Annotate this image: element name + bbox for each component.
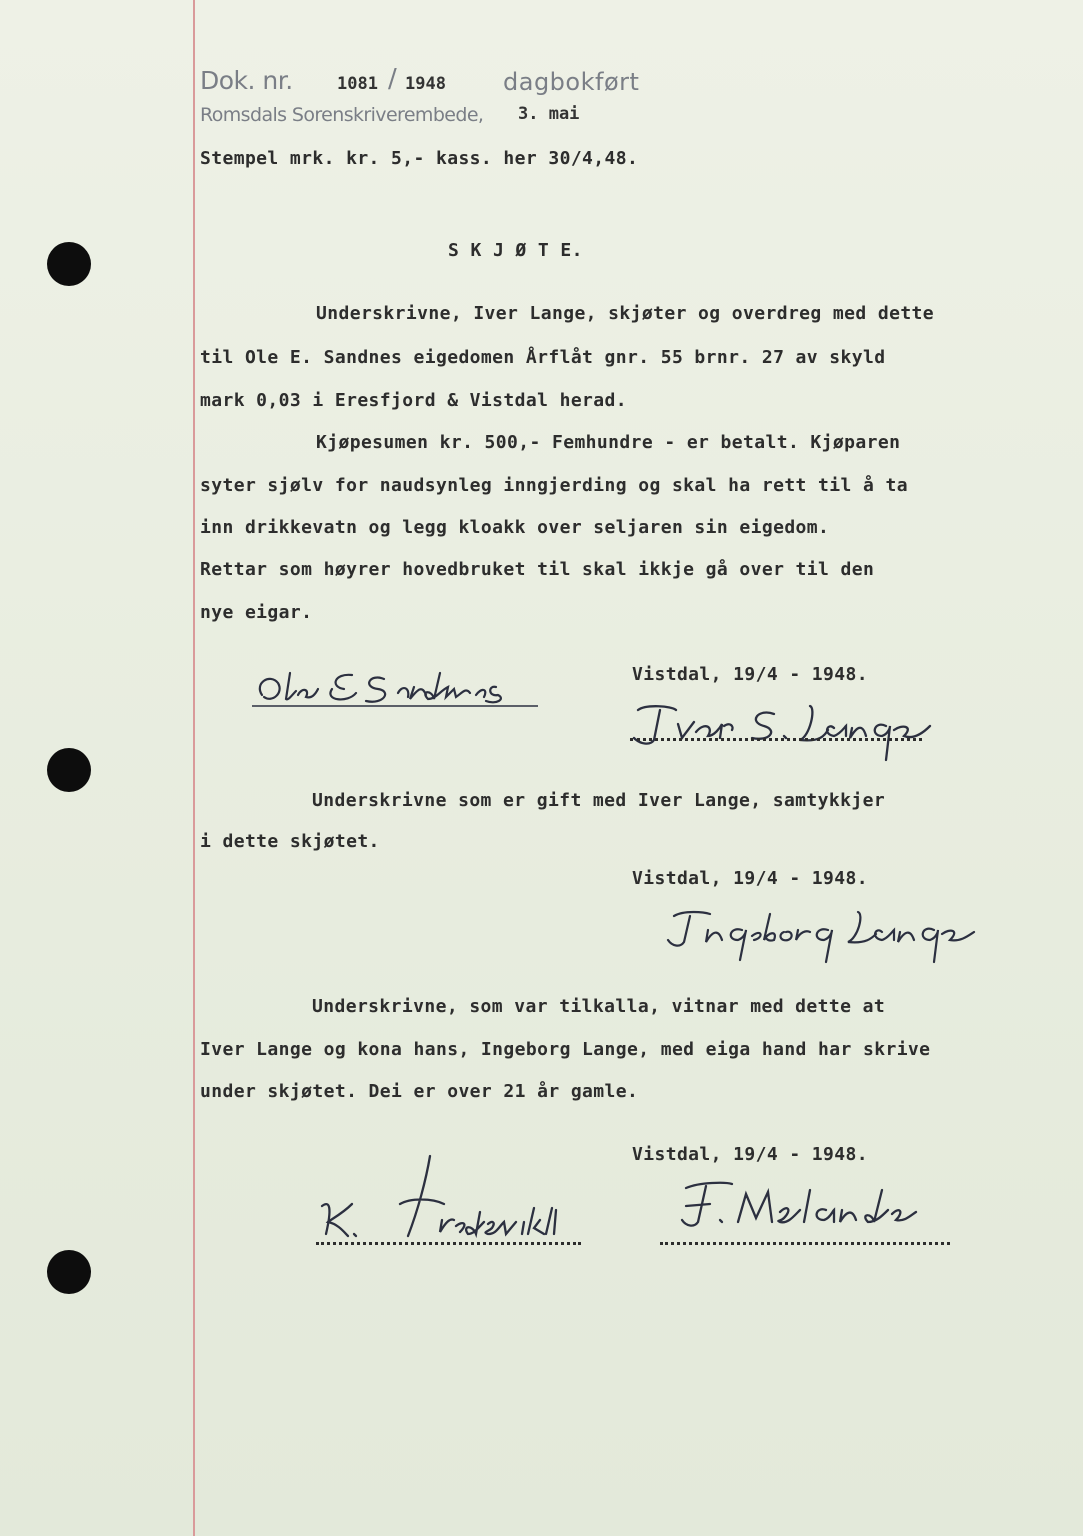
stamp-office: Romsdals Sorenskriverembede, [200,104,484,126]
document-title: S K J Ø T E. [448,240,583,261]
paragraph-4-line-1: Underskrivne, som var tilkalla, vitnar med dette at [312,996,886,1017]
stamp-doc-year: 1948 [405,74,446,94]
signature-line-witness-2 [660,1242,950,1245]
stempel-line: Stempel mrk. kr. 5,- kass. her 30/4,48. [200,148,639,169]
paragraph-2-line-5: nye eigar. [200,602,313,623]
paragraph-1-line-2: til Ole E. Sandnes eigedomen Årflåt gnr. 55 brnr. 27 av skyld [200,347,886,368]
stamp-doc-label: Dok. nr. [200,66,293,95]
punch-hole-top [47,242,91,286]
paragraph-2-line-2: syter sjølv for naudsynleg inngjerding og skal ha rett til å ta [200,475,908,496]
punch-hole-middle [47,748,91,792]
stamp-dagbok: dagbokført [503,68,640,96]
punch-hole-bottom [47,1250,91,1294]
paragraph-4-line-2: Iver Lange og kona hans, Ingeborg Lange, med eiga hand har skrive [200,1039,931,1060]
margin-rule [193,0,195,1536]
signature-witness-2 [676,1176,936,1250]
paragraph-3-line-1: Underskrivne som er gift med Iver Lange, samtykkjer [312,790,886,811]
paragraph-1-line-3: mark 0,03 i Eresfjord & Vistdal herad. [200,390,628,411]
signature-line-witness-1 [316,1242,581,1245]
stamp-slash: / [388,64,397,94]
paragraph-1-line-1: Underskrivne, Iver Lange, skjøter og overdreg med dette [316,303,935,324]
stamp-date: 3. mai [518,104,580,124]
signature-witness-1 [312,1150,592,1250]
signature-buyer [252,665,552,719]
signature-spouse [660,904,990,978]
signature-line-seller [630,738,922,741]
stamp-doc-number: 1081 [337,74,378,94]
paragraph-3-line-2: i dette skjøtet. [200,831,380,852]
paragraph-2-line-4: Rettar som høyrer hovedbruket til skal ikkje gå over til den [200,559,875,580]
place-date-3: Vistdal, 19/4 - 1948. [632,1144,868,1165]
place-date-2: Vistdal, 19/4 - 1948. [632,868,868,889]
place-date-1: Vistdal, 19/4 - 1948. [632,664,868,685]
paragraph-2-line-3: inn drikkevatn og legg kloakk over seljaren sin eigedom. [200,517,830,538]
paragraph-4-line-3: under skjøtet. Dei er over 21 år gamle. [200,1081,639,1102]
paragraph-2-line-1: Kjøpesumen kr. 500,- Femhundre - er betalt. Kjøparen [316,432,901,453]
